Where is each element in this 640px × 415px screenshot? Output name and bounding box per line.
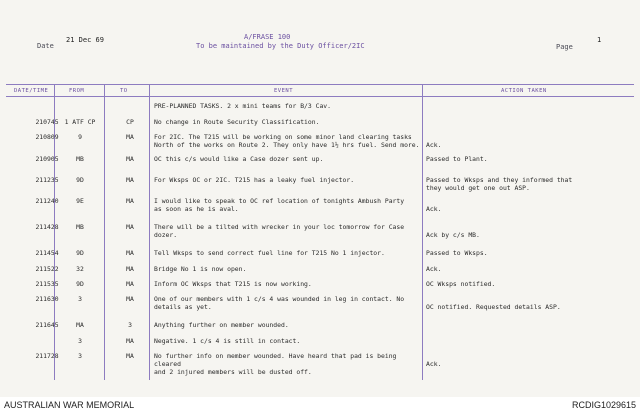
row-action: Passed to Wksps and they informed that they would get one out ASP. <box>426 176 573 192</box>
row-dtg: 210809 <box>35 133 59 141</box>
row-dtg: 211630 <box>35 295 59 303</box>
header-bottom-rule <box>6 96 634 97</box>
row-from: MB <box>76 155 84 163</box>
row-dtg: 211535 <box>35 280 59 288</box>
row-to: MA <box>126 337 134 345</box>
column-header-event: EVENT <box>274 88 294 94</box>
row-to: 3 <box>128 321 132 329</box>
row-to: MA <box>126 155 134 163</box>
row-dtg: 211235 <box>35 176 59 184</box>
row-to: MA <box>126 176 134 184</box>
row-event: No change in Route Security Classification. <box>154 118 320 126</box>
row-from: 3 <box>78 337 82 345</box>
column-divider <box>422 84 423 380</box>
row-to: MA <box>126 223 134 231</box>
row-to: MA <box>126 295 134 303</box>
row-action: Passed to Wksps. <box>426 249 488 257</box>
row-event: For Wksps OC or 2IC. T215 has a leaky fuel injector. <box>154 176 355 184</box>
row-to: MA <box>126 352 134 360</box>
row-dtg: 211428 <box>35 223 59 231</box>
row-event: One of our members with 1 c/s 4 was wounded in leg in contact. No details as yet. <box>154 295 405 311</box>
row-action: OC notified. Requested details ASP. <box>426 303 561 311</box>
row-to: CP <box>126 118 134 126</box>
row-from: MA <box>76 321 84 329</box>
row-dtg: 210905 <box>35 155 59 163</box>
row-event: Tell Wksps to send correct fuel line for T215 No 1 injector. <box>154 249 385 257</box>
row-event: OC this c/s would like a Case dozer sent up. <box>154 155 324 163</box>
row-from: 9 <box>78 133 82 141</box>
row-from: 1 ATF CP <box>64 118 96 126</box>
row-from: 9D <box>76 176 84 184</box>
row-from: 3 <box>78 295 82 303</box>
row-action: Ack. <box>426 265 442 273</box>
row-action: Ack by c/s MB. <box>426 231 480 239</box>
form-code: A/FRASE 100 <box>244 33 291 41</box>
page-label: Page <box>556 43 573 51</box>
page-number: 1 <box>597 36 602 44</box>
row-to: MA <box>126 280 134 288</box>
row-event: Negative. 1 c/s 4 is still in contact. <box>154 337 301 345</box>
column-divider <box>104 84 105 380</box>
column-header-from: FROM <box>69 88 85 94</box>
column-divider <box>149 84 150 380</box>
row-action: Ack. <box>426 360 442 368</box>
row-event: For 2IC. The T215 will be working on some minor land clearing tasks North of the works on Route 2. They only have 1½ hrs fuel. Send more. <box>154 133 420 149</box>
row-event: No further info on member wounded. Have heard that pad is being cleared and 2 injured members will be dusted off. <box>154 352 397 376</box>
row-event: Bridge No 1 is now open. <box>154 265 247 273</box>
log-table <box>6 84 634 384</box>
header-top-rule <box>6 84 634 85</box>
footer-institution: AUSTRALIAN WAR MEMORIAL <box>4 400 135 410</box>
column-header-dtg: DATE/TIME <box>14 88 49 94</box>
row-event: Inform OC Wksps that T215 is now working. <box>154 280 312 288</box>
column-header-to: TO <box>120 88 128 94</box>
footer-record-id: RCDIG1029615 <box>571 400 636 410</box>
row-from: 9E <box>76 197 84 205</box>
row-from: 32 <box>76 265 84 273</box>
row-event: Anything further on member wounded. <box>154 321 289 329</box>
row-event: There will be a tilted with wrecker in your loc tomorrow for Case dozer. <box>154 223 405 239</box>
column-divider <box>54 84 55 380</box>
column-header-action: ACTION TAKEN <box>501 88 547 94</box>
row-dtg: 211522 <box>35 265 59 273</box>
row-action: OC Wksps notified. <box>426 280 496 288</box>
row-from: 3 <box>78 352 82 360</box>
row-action: Passed to Plant. <box>426 155 488 163</box>
date-label: Date <box>37 42 54 50</box>
row-to: MA <box>126 133 134 141</box>
row-dtg: 211454 <box>35 249 59 257</box>
row-to: MA <box>126 265 134 273</box>
form-subtitle: To be maintained by the Duty Officer/2IC <box>196 42 365 50</box>
row-from: 9D <box>76 249 84 257</box>
row-to: MA <box>126 197 134 205</box>
row-event: I would like to speak to OC ref location of tonights Ambush Party as soon as he is aval. <box>154 197 405 213</box>
row-event: PRE-PLANNED TASKS. 2 x mini teams for B/3 Cav. <box>154 102 331 110</box>
row-from: MB <box>76 223 84 231</box>
row-action: Ack. <box>426 205 442 213</box>
row-from: 9D <box>76 280 84 288</box>
row-dtg: 210745 <box>35 118 59 126</box>
row-dtg: 211645 <box>35 321 59 329</box>
row-to: MA <box>126 249 134 257</box>
row-dtg: 211240 <box>35 197 59 205</box>
row-action: Ack. <box>426 141 442 149</box>
row-dtg: 211728 <box>35 352 59 360</box>
date-value: 21 Dec 69 <box>66 36 104 44</box>
